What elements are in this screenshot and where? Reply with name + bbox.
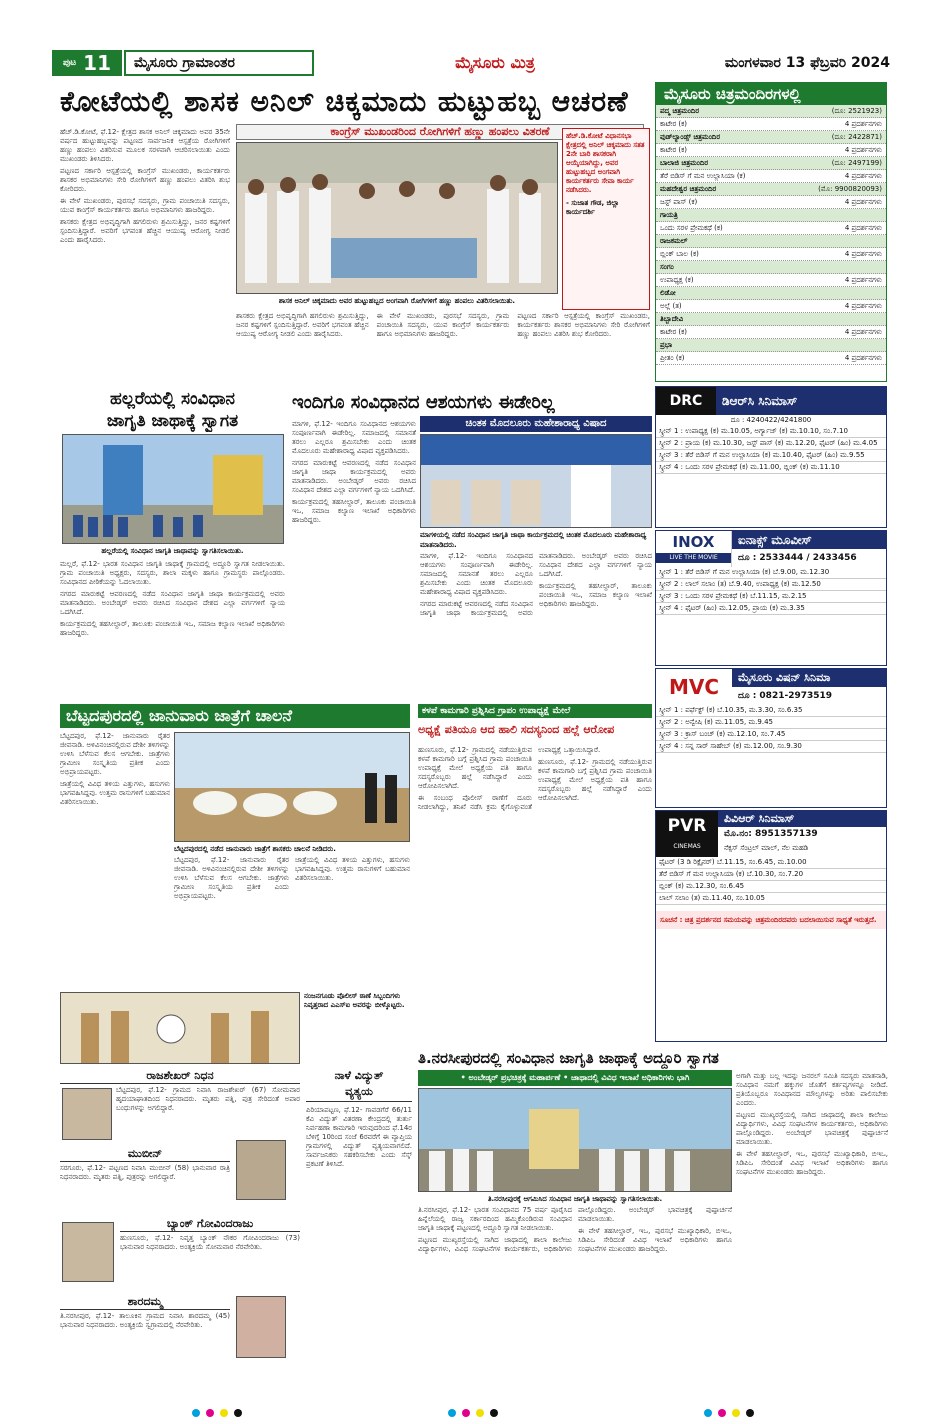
- pvr-show-line: ಬ್ಲಿಂಕ್ (ಕ) ಮ.12.30, ಸಂ.6.45: [656, 881, 886, 893]
- mvc-show-line: ಸ್ಕ್ರೀನ್ 3 : ಕ್ರಾಸ್ ಬಂಚ್ (ಕ) ಮ.12.10, ಸಂ.7.45: [656, 729, 886, 741]
- story4-text-2: ಜಾತ್ರೆಯಲ್ಲಿ ವಿವಿಧ ತಳಿಯ ಎತ್ತುಗಳು, ಹಸುಗಳು ಭಾಗವಹಿಸಿದ್ದವು. ಉತ್ತಮ ರಾಸುಗಳಿಗೆ ಬಹುಮಾನ ವಿತರಿಸಲಾಯಿತು.: [60, 780, 170, 806]
- cinema-row-name: ಅಲ್ಲೆ (ತ): [660, 302, 682, 310]
- cinema-box: [655, 82, 887, 382]
- drc-show-line: ಸ್ಕ್ರೀನ್ 3 : ತೆರೆ ಬಿಡಿಸ್ ಗೆ ಮನ ಉಲ್ಲಾಸಿಯಾ (ಕ) ಮ.10.40, ಫೈಟರ್ (ಹಿಂ) ಮ.9.55: [656, 450, 886, 462]
- cinema-row-info: 4 ಪ್ರದರ್ಶನಗಳು: [844, 328, 882, 336]
- story4-caption: ಬೆಟ್ಟದಪುರದಲ್ಲಿ ನಡೆದ ಜಾನುವಾರು ಜಾತ್ರೆಗೆ ಶಾಸಕರು ಚಾಲನೆ ನೀಡಿದರು.: [174, 845, 336, 853]
- story2-caption: ಹಲ್ಲರೆಯಲ್ಲಿ ಸಂವಿಧಾನ ಜಾಗೃತಿ ಜಾಥಾವನ್ನು ಸ್ವಾಗತಿಸಲಾಯಿತು.: [101, 547, 244, 555]
- story3-text-6: ಕಾರ್ಯಕ್ರಮದಲ್ಲಿ ತಹಸೀಲ್ದಾರ್, ತಾಲೂಕು ಪಂಚಾಯಿತಿ ಇಒ, ಸಮಾಜ ಕಲ್ಯಾಣ ಇಲಾಖೆ ಅಧಿಕಾರಿಗಳು ಹಾಜರಿದ್ದರು.: [539, 582, 652, 608]
- cinema-row-name: ಬಾಲಾಜಿ ಚಿತ್ರಮಂದಿರ: [660, 159, 709, 167]
- mvc-show-line: ಸ್ಕ್ರೀನ್ 1 : ಪರ್ಫೆಕ್ಟ್ (ಕ) ಬೆ.10.35, ಮ.3.30, ಸಂ.6.35: [656, 705, 886, 717]
- pvr-logo: PVR: [667, 816, 707, 836]
- cinema-row-name: ತೆರೆ ಬಿಡಿಸ್ ಗೆ ಮನ ಉಲ್ಲಾಸಿಯಾ (ಕ): [660, 172, 746, 180]
- cinema-row-name: ವುಡ್‌ಲ್ಯಾಂಡ್ಸ್ ಚಿತ್ರಮಂದಿರ: [660, 133, 721, 141]
- inox-show-line: ಸ್ಕ್ರೀನ್ 3 : ಒಂದು ಸರಳ ಪ್ರೇಮಕಥೆ (ಕ) ಬೆ.11.15, ಮ.2.15: [656, 591, 886, 603]
- obit-2-text: ಸರಗೂರು, ಫೆ.12- ಪಟ್ಟಣದ ನಿವಾಸಿ ಮುಬೀನ್ (58) ಭಾನುವಾರ ರಾತ್ರಿ ನಿಧನರಾದರು. ಮೃತರು ಪತ್ನಿ, ಪುತ್ರರನ್ನು ಅಗಲಿದ್ದಾರೆ.: [60, 1164, 230, 1181]
- cinema-show-row: [656, 170, 886, 183]
- story3-text-1: ಮಾಗಳಿ, ಫೆ.12- ಇಂದಿಗೂ ಸಂವಿಧಾನದ ಆಶಯಗಳು ಸಂಪೂರ್ಣವಾಗಿ ಈಡೇರಿಲ್ಲ. ಸಮಾಜದಲ್ಲಿ ಸಮಾನತೆ ತರಲು ಎಲ್ಲರೂ ಶ್ರಮಿಸಬೇಕು ಎಂದು ಚಿಂತಕ ಮೊದಲೂರು ಮಹೇಶಾರಾಧ್ಯ ವಿಷಾದ ವ್ಯಕ್ತಪಡಿಸಿದರು.: [292, 420, 416, 455]
- cinema-show-row: [656, 326, 886, 339]
- story2-text: ಮಲ್ಲರೆ, ಫೆ.12- ಭಾರತ ಸಂವಿಧಾನ ಜಾಗೃತಿ ಜಾಥಾಕ್ಕೆ ಗ್ರಾಮದಲ್ಲಿ ಅದ್ಧೂರಿ ಸ್ವಾಗತ ನೀಡಲಾಯಿತು. ಗ್ರಾಮ ಪಂಚಾಯಿತಿ ಅಧ್ಯಕ್ಷರು, ಸದಸ್ಯರು, ಶಾಲಾ ಮಕ್ಕಳು ಹಾಗೂ ಗ್ರಾಮಸ್ಥರು ಪಾಲ್ಗೊಂಡರು. ಸಂವಿಧಾನದ ಪೀಠಿಕೆಯನ್ನು ಓದಲಾಯಿತು.: [60, 560, 285, 586]
- obit-4-text: ತಿ.ನರಸೀಪುರ, ಫೆ.12- ತಾಲೂಕಿನ ಗ್ರಾಮದ ನಿವಾಸಿ ಶಾರದಮ್ಮ (45) ಭಾನುವಾರ ನಿಧನರಾದರು. ಅಂತ್ಯಕ್ರಿಯೆ ಸ್ವಗ್ರಾಮದಲ್ಲಿ ನೆರವೇರಿತು.: [60, 1312, 230, 1329]
- obit-4-title: ಶಾರದಮ್ಮ: [60, 1294, 230, 1310]
- cinema-row-info: 4 ಪ್ರದರ್ಶನಗಳು: [844, 146, 882, 154]
- story3-text-5: ನಗರದ ಮಾರುಕಟ್ಟೆ ಆವರಣದಲ್ಲಿ ನಡೆದ ಸಂವಿಧಾನ ಜಾಗೃತಿ ಜಾಥಾ ಕಾರ್ಯಕ್ರಮದಲ್ಲಿ ಅವರು ಮಾತನಾಡಿದರು. ಅಂಬೇಡ್ಕರ್ ಅವರು ರಚಿಸಿದ ಸಂವಿಧಾನ ದೇಶದ ಎಲ್ಲಾ ವರ್ಗಗಳಿಗೆ ನ್ಯಾಯ ಒದಗಿಸಿದೆ.: [420, 552, 652, 617]
- cinema-show-row: [656, 144, 886, 157]
- drc-show-line: ಸ್ಕ್ರೀನ್ 4 : ಒಂದು ಸರಳ ಪ್ರೇಮಕಥೆ (ಕ) ಮ.11.00, ಬ್ಲಿಂಕ್ (ಕ) ಮ.11.10: [656, 462, 886, 474]
- cinema-row-info: (ಮೊ: 9900820093): [818, 185, 882, 193]
- story7-text-6: ಈ ವೇಳೆ ತಹಸೀಲ್ದಾರ್, ಇಒ, ಪುರಸಭೆ ಮುಖ್ಯಾಧಿಕಾರಿ, ಬಿಇಒ, ಸಿಡಿಪಿಒ ಸೇರಿದಂತೆ ವಿವಿಧ ಇಲಾಖೆ ಅಧಿಕಾರಿಗಳು ಹಾಗೂ ಸಂಘಟನೆಗಳ ಮುಖಂಡರು ಹಾಜರಿದ್ದರು.: [736, 1150, 888, 1176]
- cinema-row-info: (ದೂ: 2521923): [831, 107, 882, 115]
- cinema-row-info: (ದೂ: 2497199): [831, 159, 882, 167]
- drc-box: [655, 386, 887, 528]
- drc-show-line: ಸ್ಕ್ರೀನ್ 1 : ಉಪಾಧ್ಯಕ್ಷ (ಕ) ಮ.10.05, ಅರ್ಗ್ಯಾಜ್ (ಕ) ಮ.10.10, ಸಂ.7.10: [656, 426, 886, 438]
- cinema-hall-row: [656, 183, 886, 196]
- mvc-box: [655, 668, 887, 808]
- story2-text-b: ನಗರದ ಮಾರುಕಟ್ಟೆ ಆವರಣದಲ್ಲಿ ನಡೆದ ಸಂವಿಧಾನ ಜಾಗೃತಿ ಜಾಥಾ ಕಾರ್ಯಕ್ರಮದಲ್ಲಿ ಅವರು ಮಾತನಾಡಿದರು. ಅಂಬೇಡ್ಕರ್ ಅವರು ರಚಿಸಿದ ಸಂವಿಧಾನ ದೇಶದ ಎಲ್ಲಾ ವರ್ಗಗಳಿಗೆ ನ್ಯಾಯ ಒದಗಿಸಿದೆ.: [60, 590, 285, 616]
- mvc-shows: [656, 705, 886, 753]
- cinema-hall-row: [656, 339, 886, 352]
- inox-title: ಐನಾಕ್ಸ್ ಮೂವೀಸ್: [732, 531, 886, 549]
- story3-text-2: ನಗರದ ಮಾರುಕಟ್ಟೆ ಆವರಣದಲ್ಲಿ ನಡೆದ ಸಂವಿಧಾನ ಜಾಗೃತಿ ಜಾಥಾ ಕಾರ್ಯಕ್ರಮದಲ್ಲಿ ಅವರು ಮಾತನಾಡಿದರು. ಅಂಬೇಡ್ಕರ್ ಅವರು ರಚಿಸಿದ ಸಂವಿಧಾನ ದೇಶದ ಎಲ್ಲಾ ವರ್ಗಗಳಿಗೆ ನ್ಯಾಯ ಒದಗಿಸಿದೆ.: [292, 459, 416, 494]
- inox-box: [655, 530, 887, 666]
- cinema-row-info: 4 ಪ್ರದರ್ಶನಗಳು: [844, 198, 882, 206]
- obit-2-photo: [236, 1140, 286, 1200]
- pvr-show-line: ಫೈಟರ್ (3 ಡಿ ರಿಕ್ಲೈನರ್) ಬೆ.11.15, ಸಂ.6.45, ಮ.10.00: [656, 857, 886, 869]
- cinema-row-name: ಪ್ರಭಾ: [660, 341, 673, 349]
- pvr-address: ನೆಕ್ಸಸ್ ಸೆಂಟ್ರಲ್ ಮಾಲ್, ನೆಲ ಮಹಡಿ: [724, 844, 809, 852]
- drc-logo: DRC: [656, 387, 716, 415]
- mvc-show-line: ಸ್ಕ್ರೀನ್ 2 : ಅನ್ವೇಷಿ (ಕ) ಮ.11.05, ಮ.9.45: [656, 717, 886, 729]
- mvc-title: ಮೈಸೂರು ವಿಷನ್ ಸಿನಿಮಾ: [732, 669, 886, 687]
- story2-headline: [60, 388, 285, 432]
- cinema-row-name: ಕಾಟೇರ (ಕ): [660, 120, 688, 128]
- obit-1-title: ರಾಜಶೇಖರ್ ನಿಧನ: [60, 1068, 300, 1084]
- story7-text-5: ಪಟ್ಟಣದ ಮುಖ್ಯರಸ್ತೆಯಲ್ಲಿ ಸಾಗಿದ ಜಾಥಾದಲ್ಲಿ ಶಾಲಾ ಕಾಲೇಜು ವಿದ್ಯಾರ್ಥಿಗಳು, ವಿವಿಧ ಸಂಘಟನೆಗಳ ಕಾರ್ಯಕರ್ತರು, ಅಧಿಕಾರಿಗಳು ಪಾಲ್ಗೊಂಡಿದ್ದರು. ಅಂಬೇಡ್ಕರ್ ಭಾವಚಿತ್ರಕ್ಕೆ ಪುಷ್ಪಾರ್ಚನೆ ಮಾಡಲಾಯಿತು.: [736, 1111, 888, 1146]
- mvc-show-line: ಸ್ಕ್ರೀನ್ 4 : ಸನ್ನ ಸಾರ್ ಸಾಹೇಬ್ (ಕ) ಮ.12.00, ಸಂ.9.30: [656, 741, 886, 753]
- cinema-hall-row: [656, 287, 886, 300]
- story2-text-c: ಕಾರ್ಯಕ್ರಮದಲ್ಲಿ ತಹಸೀಲ್ದಾರ್, ತಾಲೂಕು ಪಂಚಾಯಿತಿ ಇಒ, ಸಮಾಜ ಕಲ್ಯಾಣ ಇಲಾಖೆ ಅಧಿಕಾರಿಗಳು ಹಾಜರಿದ್ದರು.: [60, 620, 285, 637]
- cinema-row-name: ಜಸ್ಟ್ ಪಾಸ್ (ಕ): [660, 198, 698, 206]
- cinema-hall-row: [656, 313, 886, 326]
- lead-text-4: ಶಾಸಕರು ಕ್ಷೇತ್ರದ ಅಭಿವೃದ್ಧಿಗಾಗಿ ಹಗಲಿರುಳು ಶ್ರಮಿಸುತ್ತಿದ್ದು, ಜನರ ಕಷ್ಟಗಳಿಗೆ ಸ್ಪಂದಿಸುತ್ತಿದ್ದಾರೆ. ಅವರಿಗೆ ಭಗವಂತ ಹೆಚ್ಚಿನ ಆಯುಷ್ಯ ಆರೋಗ್ಯ ನೀಡಲಿ ಎಂದು ಹಾರೈಸಿದರು.: [60, 218, 230, 244]
- cinema-row-name: ಸಂಗಂ: [660, 263, 674, 271]
- cinema-row-info: 4 ಪ್ರದರ್ಶನಗಳು: [844, 250, 882, 258]
- pvr-show-line: ಲಾಲ್ ಸಲಾಂ (ತ) ಮ.11.40, ಸಂ.10.05: [656, 893, 886, 905]
- inox-shows: [656, 567, 886, 615]
- story7-photo: [418, 1088, 732, 1192]
- lead-text-1: ಹೆಚ್.ಡಿ.ಕೋಟೆ, ಫೆ.12- ಕ್ಷೇತ್ರದ ಶಾಸಕ ಅನಿಲ್ ಚಿಕ್ಕಮಾದು ಅವರ 35ನೇ ವರ್ಷದ ಹುಟ್ಟುಹಬ್ಬವನ್ನು ಪಟ್ಟಣದ ಸಾರ್ವಜನಿಕ ಆಸ್ಪತ್ರೆಯ ರೋಗಿಗಳಿಗೆ ಹಣ್ಣು ಹಂಪಲು ವಿತರಿಸುವ ಮೂಲಕ ಸರಳವಾಗಿ ಆಚರಿಸಲಾಯಿತು ಎಂದು ಮುಖಂಡರು ತಿಳಿಸಿದರು.: [60, 128, 230, 163]
- cinema-row-name: ತಿಬ್ಬಾದೇವಿ: [660, 315, 684, 323]
- cinema-show-row: [656, 274, 886, 287]
- story5-headline-2: ಅಧ್ಯಕ್ಷೆ ಪತಿಯೂ ಆದ ಹಾಲಿ ಸದಸ್ಯನಿಂದ ಹಲ್ಲೆ ಆರೋಪ: [418, 723, 615, 736]
- story4-photo: [174, 732, 410, 842]
- story4-text-3: ಬೆಟ್ಟದಪುರ, ಫೆ.12- ಜಾನುವಾರು ರೈತರ ಜೀವನಾಡಿ. ಅಳಿವಿನಂಚಿನಲ್ಲಿರುವ ದೇಶೀ ತಳಿಗಳನ್ನು ಉಳಿಸಿ ಬೆಳೆಸುವ ಕೆಲಸ ಆಗಬೇಕು. ಜಾತ್ರೆಗಳು ಗ್ರಾಮೀಣ ಸಂಸ್ಕೃತಿಯ ಪ್ರತೀಕ ಎಂದು ಅಭಿಪ್ರಾಯಪಟ್ಟರು.: [174, 856, 289, 900]
- cinema-row-info: 4 ಪ್ರದರ್ಶನಗಳು: [844, 224, 882, 232]
- cinema-row-name: ಉಪಾಧ್ಯಕ್ಷ (ಕ): [660, 276, 694, 284]
- cinema-row-name: ಒಂದು ಸರಳ ಪ್ರೇಮಕಥೆ (ಕ): [660, 224, 723, 232]
- obit-3-text: ಹುಣಸೂರು, ಫೆ.12- ನಿವೃತ್ತ ಬ್ಯಾಂಕ್ ನೌಕರ ಗೋವಿಂದರಾಜು (73) ಭಾನುವಾರ ನಿಧನರಾದರು. ಅಂತ್ಯಕ್ರಿಯೆ ಸೋಮವಾರ ನೆರವೇರಿತು.: [120, 1234, 300, 1251]
- story3-text-4: ಮಾಗಳಿ, ಫೆ.12- ಇಂದಿಗೂ ಸಂವಿಧಾನದ ಆಶಯಗಳು ಸಂಪೂರ್ಣವಾಗಿ ಈಡೇರಿಲ್ಲ. ಸಮಾಜದಲ್ಲಿ ಸಮಾನತೆ ತರಲು ಎಲ್ಲರೂ ಶ್ರಮಿಸಬೇಕು ಎಂದು ಚಿಂತಕ ಮೊದಲೂರು ಮಹೇಶಾರಾಧ್ಯ ವಿಷಾದ ವ್ಯಕ್ತಪಡಿಸಿದರು.: [420, 552, 533, 596]
- page-label: ಪುಟ: [62, 58, 77, 68]
- cinema-hall-row: [656, 235, 886, 248]
- cinema-show-row: [656, 222, 886, 235]
- cinema-row-info: 4 ಪ್ರದರ್ಶನಗಳು: [844, 354, 882, 362]
- pvr-title: ಪಿವಿಆರ್ ಸಿನಿಮಾಸ್: [718, 811, 886, 827]
- issue-date: ಮಂಗಳವಾರ 13 ಫೆಬ್ರವರಿ 2024: [724, 55, 890, 71]
- lead-headline: ಕೋಟೆಯಲ್ಲಿ ಶಾಸಕ ಅನಿಲ್ ಚಿಕ್ಕಮಾದು ಹುಟ್ಟುಹಬ್ಬ ಆಚರಣೆ: [60, 85, 629, 118]
- cinema-hall-row: [656, 209, 886, 222]
- story5-text-2: ಈ ಸಂಬಂಧ ಪೊಲೀಸ್ ಠಾಣೆಗೆ ದೂರು ನೀಡಲಾಗಿದ್ದು, ತನಿಖೆ ನಡೆಸಿ ಕ್ರಮ ಕೈಗೊಳ್ಳುವಂತೆ ಉಪಾಧ್ಯಕ್ಷೆ ಒತ್ತಾಯಿಸಿದ್ದಾರೆ.: [418, 746, 601, 811]
- pvr-sub: CINEMAS: [673, 843, 701, 850]
- story4-headline: ಬೆಟ್ಟದಪುರದಲ್ಲಿ ಜಾನುವಾರು ಜಾತ್ರೆಗೆ ಚಾಲನೆ: [60, 704, 410, 728]
- story5-headline: [418, 704, 652, 744]
- inox-logo: INOX: [672, 533, 715, 551]
- drc-shows: [656, 426, 886, 474]
- story7-text-2: ಪಟ್ಟಣದ ಮುಖ್ಯರಸ್ತೆಯಲ್ಲಿ ಸಾಗಿದ ಜಾಥಾದಲ್ಲಿ ಶಾಲಾ ಕಾಲೇಜು ವಿದ್ಯಾರ್ಥಿಗಳು, ವಿವಿಧ ಸಂಘಟನೆಗಳ ಕಾರ್ಯಕರ್ತರು, ಅಧಿಕಾರಿಗಳು ಪಾಲ್ಗೊಂಡಿದ್ದರು. ಅಂಬೇಡ್ಕರ್ ಭಾವಚಿತ್ರಕ್ಕೆ ಪುಷ್ಪಾರ್ಚನೆ ಮಾಡಲಾಯಿತು.: [418, 1206, 732, 1253]
- cinema-show-row: [656, 196, 886, 209]
- lead-text-7: ಪಟ್ಟಣದ ಸರ್ಕಾರಿ ಆಸ್ಪತ್ರೆಯಲ್ಲಿ ಕಾಂಗ್ರೆಸ್ ಮುಖಂಡರು, ಕಾರ್ಯಕರ್ತರು ಶಾಸಕರ ಅಭಿಮಾನಿಗಳು ಸೇರಿ ರೋಗಿಗಳಿಗೆ ಹಣ್ಣು ಹಂಪಲು ವಿತರಿಸಿ ಶುಭ ಕೋರಿದರು.: [517, 312, 650, 338]
- story7-text-1: ತಿ.ನರಸೀಪುರ, ಫೆ.12- ಭಾರತ ಸಂವಿಧಾನದ 75 ವರ್ಷ ಪೂರೈಸಿದ ಹಿನ್ನೆಲೆಯಲ್ಲಿ ರಾಜ್ಯ ಸರ್ಕಾರದಿಂದ ಹಮ್ಮಿಕೊಂಡಿರುವ ಸಂವಿಧಾನ ಜಾಗೃತಿ ಜಾಥಾಕ್ಕೆ ಪಟ್ಟಣದಲ್ಲಿ ಅದ್ದೂರಿ ಸ್ವಾಗತ ನೀಡಲಾಯಿತು.: [418, 1206, 572, 1232]
- cinema-hall-row: [656, 157, 886, 170]
- drc-show-line: ಸ್ಕ್ರೀನ್ 2 : ಪ್ರಾಯ (ಕ) ಮ.10.30, ಜಸ್ಟ್ ಪಾಸ್ (ಕ) ಮ.12.20, ಫೈಟರ್ (ಹಿಂ) ಮ.4.05: [656, 438, 886, 450]
- mvc-logo: MVC: [668, 675, 720, 699]
- pvr-show-line: ತೆರೆ ಬಿಡಿಸ್ ಗೆ ಮನ ಉಲ್ಲಾಸಿಯಾ (ಕ) ಬೆ.10.30, ಸಂ.7.20: [656, 869, 886, 881]
- cinema-row-name: ಕಾಟೇರ (ಕ): [660, 146, 688, 154]
- cinema-row-name: ಲಿಡೋ: [660, 289, 676, 297]
- story7-headline: ತಿ.ನರಸೀಪುರದಲ್ಲಿ ಸಂವಿಧಾನ ಜಾಗೃತಿ ಜಾಥಾಕ್ಕೆ ಅದ್ದೂರಿ ಸ್ವಾಗತ: [418, 1049, 719, 1067]
- pvr-box: [655, 810, 887, 1042]
- story5-headline-1: ಕಳಪೆ ಕಾಮಗಾರಿ ಪ್ರಶ್ನಿಸಿದ ಗ್ರಾಪಂ ಉಪಾಧ್ಯಕ್ಷೆ ಮೇಲೆ: [418, 704, 652, 718]
- story7-text-3: ಅಗಾಗಿ ಮತ್ತು ಬಲ್ಲ ಇದನ್ನು ಜನರಲ್ ಸಮಿತಿ ಸದಸ್ಯರು ಮಾತನಾಡಿ, ಸಂವಿಧಾನ ನಮಗೆ ಹಕ್ಕುಗಳ ಜೊತೆಗೆ ಕರ್ತವ್ಯಗಳನ್ನೂ ನೀಡಿದೆ. ಪ್ರತಿಯೊಬ್ಬರೂ ಸಂವಿಧಾನದ ಮೌಲ್ಯಗಳನ್ನು ಅರಿತು ಪಾಲಿಸಬೇಕು ಎಂದರು.: [736, 1072, 888, 1107]
- drc-title: ಡಿಆರ್‌ಸಿ ಸಿನಿಮಾಸ್: [716, 387, 886, 415]
- cinema-row-name: ಪದ್ಮ ಚಿತ್ರಮಂದಿರ: [660, 107, 700, 115]
- mvc-phone: ದೂ : 0821-2973519: [738, 691, 833, 701]
- lead-photo: [236, 142, 558, 294]
- story7-text-4: ಈ ವೇಳೆ ತಹಸೀಲ್ದಾರ್, ಇಒ, ಪುರಸಭೆ ಮುಖ್ಯಾಧಿಕಾರಿ, ಬಿಇಒ, ಸಿಡಿಪಿಒ ಸೇರಿದಂತೆ ವಿವಿಧ ಇಲಾಖೆ ಅಧಿಕಾರಿಗಳು ಹಾಗೂ ಸಂಘಟನೆಗಳ ಮುಖಂಡರು ಹಾಜರಿದ್ದರು.: [578, 1227, 732, 1253]
- cinema-row-info: 4 ಪ್ರದರ್ಶನಗಳು: [844, 302, 882, 310]
- story7-caption: ತಿ.ನರಸೀಪುರಕ್ಕೆ ಆಗಮಿಸಿದ ಸಂವಿಧಾನ ಜಾಗೃತಿ ಜಾಥಾವನ್ನು ಸ್ವಾಗತಿಸಲಾಯಿತು.: [487, 1195, 663, 1203]
- story4-text-4: ಜಾತ್ರೆಯಲ್ಲಿ ವಿವಿಧ ತಳಿಯ ಎತ್ತುಗಳು, ಹಸುಗಳು ಭಾಗವಹಿಸಿದ್ದವು. ಉತ್ತಮ ರಾಸುಗಳಿಗೆ ಬಹುಮಾನ ವಿತರಿಸಲಾಯಿತು.: [295, 856, 410, 882]
- pvr-note: ಸೂಚನೆ : ಚಿತ್ರ ಪ್ರದರ್ಶನದ ಸಮಯವನ್ನು ಚಿತ್ರಮಂದಿರದವರು ಬದಲಾಯಿಸುವ ಸಾಧ್ಯತೆ ಇರುತ್ತದೆ.: [656, 911, 886, 929]
- inox-phone: ದೂ : 2533444 / 2433456: [738, 553, 857, 563]
- obit-1-photo: [62, 1088, 112, 1140]
- masthead: ಮೈಸೂರು ಮಿತ್ರ: [455, 53, 535, 72]
- lead-highlight-text: ಹೆಚ್.ಡಿ.ಕೋಟೆ ವಿಧಾನಸಭಾ ಕ್ಷೇತ್ರದಲ್ಲಿ ಅನಿಲ್ ಚಿಕ್ಕಮಾದು ಸತತ 2ನೇ ಬಾರಿ ಶಾಸಕರಾಗಿ ಆಯ್ಕೆಯಾಗಿದ್ದು, ಅವರ ಹುಟ್ಟುಹಬ್ಬದ ಅಂಗವಾಗಿ ಕಾರ್ಯಕರ್ತರು ಸೇವಾ ಕಾರ್ಯ ನಡೆಸಿದರು.: [566, 132, 645, 194]
- lead-caption: ಶಾಸಕ ಅನಿಲ್ ಚಿಕ್ಕಮಾದು ಅವರ ಹುಟ್ಟುಹಬ್ಬದ ಅಂಗವಾಗಿ ರೋಗಿಗಳಿಗೆ ಹಣ್ಣು ಹಂಪಲು ವಿತರಿಸಲಾಯಿತು.: [278, 297, 516, 305]
- power-title-2: ವ್ಯತ್ಯಯ: [345, 1085, 373, 1098]
- cinema-show-row: [656, 118, 886, 131]
- inox-show-line: ಸ್ಕ್ರೀನ್ 1 : ತೆರೆ ಬಿಡಿಸ್ ಗೆ ಮನ ಉಲ್ಲಾಸಿಯಾ (ಕ) ಬೆ.9.00, ಮ.12.30: [656, 567, 886, 579]
- lead-highlight-box: [562, 128, 650, 310]
- inox-show-line: ಸ್ಕ್ರೀನ್ 4 : ಫೈಟರ್ (ಹಿಂ) ಮ.12.05, ಪ್ರಾಯ (ಕ) ಮ.3.35: [656, 603, 886, 615]
- story5-text: ಹುಣಸೂರು, ಫೆ.12- ಗ್ರಾಮದಲ್ಲಿ ನಡೆಯುತ್ತಿರುವ ಕಳಪೆ ಕಾಮಗಾರಿ ಬಗ್ಗೆ ಪ್ರಶ್ನಿಸಿದ ಗ್ರಾಮ ಪಂಚಾಯಿತಿ ಉಪಾಧ್ಯಕ್ಷೆ ಮೇಲೆ ಅಧ್ಯಕ್ಷೆಯ ಪತಿ ಹಾಗೂ ಸದಸ್ಯರೊಬ್ಬರು ಹಲ್ಲೆ ನಡೆಸಿದ್ದಾರೆ ಎಂದು ಆರೋಪಿಸಲಾಗಿದೆ.: [418, 746, 532, 790]
- obit-3-title: ಬ್ಯಾಂಕ್ ಗೋವಿಂದರಾಜು: [120, 1216, 300, 1232]
- lead-text-2: ಪಟ್ಟಣದ ಸರ್ಕಾರಿ ಆಸ್ಪತ್ರೆಯಲ್ಲಿ ಕಾಂಗ್ರೆಸ್ ಮುಖಂಡರು, ಕಾರ್ಯಕರ್ತರು ಶಾಸಕರ ಅಭಿಮಾನಿಗಳು ಸೇರಿ ರೋಗಿಗಳಿಗೆ ಹಣ್ಣು ಹಂಪಲು ವಿತರಿಸಿ ಶುಭ ಕೋರಿದರು.: [60, 167, 230, 193]
- cinema-list: [656, 105, 886, 365]
- story3-caption: ಮಾಗಳಿಯಲ್ಲಿ ನಡೆದ ಸಂವಿಧಾನ ಜಾಗೃತಿ ಜಾಥಾ ಕಾರ್ಯಕ್ರಮದಲ್ಲಿ ಚಿಂತಕ ಮೊದಲೂರು ಮಹೇಶಾರಾಧ್ಯ ಮಾತನಾಡಿದರು.: [420, 531, 647, 549]
- lead-subhead: ಕಾಂಗ್ರೆಸ್ ಮುಖಂಡರಿಂದ ರೋಗಿಗಳಿಗೆ ಹಣ್ಣು ಹಂಪಲು ವಿತರಣೆ: [236, 124, 644, 140]
- story5-text-3: ಹುಣಸೂರು, ಫೆ.12- ಗ್ರಾಮದಲ್ಲಿ ನಡೆಯುತ್ತಿರುವ ಕಳಪೆ ಕಾಮಗಾರಿ ಬಗ್ಗೆ ಪ್ರಶ್ನಿಸಿದ ಗ್ರಾಮ ಪಂಚಾಯಿತಿ ಉಪಾಧ್ಯಕ್ಷೆ ಮೇಲೆ ಅಧ್ಯಕ್ಷೆಯ ಪತಿ ಹಾಗೂ ಸದಸ್ಯರೊಬ್ಬರು ಹಲ್ಲೆ ನಡೆಸಿದ್ದಾರೆ ಎಂದು ಆರೋಪಿಸಲಾಗಿದೆ.: [538, 758, 652, 802]
- obit-3-photo: [62, 1222, 114, 1282]
- cinema-row-info: 4 ಪ್ರದರ್ಶನಗಳು: [844, 172, 882, 180]
- story2-photo: [62, 434, 284, 544]
- story3-headline: ಇಂದಿಗೂ ಸಂವಿಧಾನದ ಆಶಯಗಳು ಈಡೇರಿಲ್ಲ: [292, 392, 555, 413]
- power-headline: [306, 1068, 412, 1102]
- cinema-title: ಮೈಸೂರು ಚಿತ್ರಮಂದಿರಗಳಲ್ಲಿ: [656, 83, 886, 105]
- story4-text: ಬೆಟ್ಟದಪುರ, ಫೆ.12- ಜಾನುವಾರು ರೈತರ ಜೀವನಾಡಿ. ಅಳಿವಿನಂಚಿನಲ್ಲಿರುವ ದೇಶೀ ತಳಿಗಳನ್ನು ಉಳಿಸಿ ಬೆಳೆಸುವ ಕೆಲಸ ಆಗಬೇಕು. ಜಾತ್ರೆಗಳು ಗ್ರಾಮೀಣ ಸಂಸ್ಕೃತಿಯ ಪ್ರತೀಕ ಎಂದು ಅಭಿಪ್ರಾಯಪಟ್ಟರು.: [60, 732, 170, 776]
- cinema-row-name: ಕಾಟೇರ (ಕ): [660, 328, 688, 336]
- story3-text-3: ಕಾರ್ಯಕ್ರಮದಲ್ಲಿ ತಹಸೀಲ್ದಾರ್, ತಾಲೂಕು ಪಂಚಾಯಿತಿ ಇಒ, ಸಮಾಜ ಕಲ್ಯಾಣ ಇಲಾಖೆ ಅಧಿಕಾರಿಗಳು ಹಾಜರಿದ್ದರು.: [292, 498, 416, 524]
- print-marks: [0, 1404, 945, 1424]
- lead-signoff: - ಸುಜಾತ ಗೌಡ, ಜಿಲ್ಲಾ ಕಾರ್ಯದರ್ಶಿ: [566, 199, 620, 216]
- lead-text-3: ಈ ವೇಳೆ ಮುಖಂಡರು, ಪುರಸಭೆ ಸದಸ್ಯರು, ಗ್ರಾಮ ಪಂಚಾಯಿತಿ ಸದಸ್ಯರು, ಯುವ ಕಾಂಗ್ರೆಸ್ ಕಾರ್ಯಕರ್ತರು ಹಾಗೂ ಅಭಿಮಾನಿಗಳು ಹಾಜರಿದ್ದರು.: [60, 197, 230, 214]
- cinema-row-name: ಗಾಯತ್ರಿ: [660, 211, 678, 219]
- page-number: [52, 50, 122, 76]
- cinema-row-info: 4 ಪ್ರದರ್ಶನಗಳು: [844, 120, 882, 128]
- section-title: ಮೈಸೂರು ಗ್ರಾಮಾಂತರ: [124, 50, 314, 76]
- story3-subhead: ಚಿಂತಕ ಮೊದಲೂರು ಮಹೇಶಾರಾಧ್ಯ ವಿಷಾದ: [420, 416, 652, 432]
- obit-1-text: ಬೆಟ್ಟದಪುರ, ಫೆ.12- ಗ್ರಾಮದ ನಿವಾಸಿ ರಾಜಶೇಖರ್ (67) ಸೋಮವಾರ ಹೃದಯಾಘಾತದಿಂದ ನಿಧನರಾದರು. ಮೃತರು ಪತ್ನಿ, ಪುತ್ರ ಸೇರಿದಂತೆ ಅಪಾರ ಬಂಧುಗಳನ್ನು ಅಗಲಿದ್ದಾರೆ.: [116, 1086, 300, 1112]
- cinema-hall-row: [656, 261, 886, 274]
- police-photo: [60, 992, 300, 1064]
- story7-subhead: • ಅಂಬೇಡ್ಕರ್ ಪ್ರಭಚಿತ್ರಕ್ಕೆ ಮಹಾರ್ಪಣೆ • ಜಾಥಾದಲ್ಲಿ ವಿವಿಧ ಇಲಾಖೆ ಅಧಿಕಾರಿಗಳು ಭಾಗಿ: [418, 1070, 732, 1086]
- drc-phone: ದೂ : 4240422/4241800: [730, 416, 812, 424]
- story3-photo: [420, 434, 652, 528]
- pvr-shows: [656, 857, 886, 905]
- lead-text-5: ಶಾಸಕರು ಕ್ಷೇತ್ರದ ಅಭಿವೃದ್ಧಿಗಾಗಿ ಹಗಲಿರುಳು ಶ್ರಮಿಸುತ್ತಿದ್ದು, ಜನರ ಕಷ್ಟಗಳಿಗೆ ಸ್ಪಂದಿಸುತ್ತಿದ್ದಾರೆ. ಅವರಿಗೆ ಭಗವಂತ ಹೆಚ್ಚಿನ ಆಯುಷ್ಯ ಆರೋಗ್ಯ ನೀಡಲಿ ಎಂದು ಹಾರೈಸಿದರು.: [236, 312, 369, 338]
- cinema-show-row: [656, 352, 886, 365]
- pvr-phone: ಮೊ.ನಂ: 8951357139: [724, 829, 818, 839]
- cinema-show-row: [656, 300, 886, 313]
- power-text: ಪಿರಿಯಾಪಟ್ಟಣ, ಫೆ.12- ಗಾವಡಗೆರೆ 66/11 ಕೆವಿ ವಿದ್ಯುತ್ ವಿತರಣಾ ಕೇಂದ್ರದಲ್ಲಿ ತುರ್ತು ನಿರ್ವಹಣಾ ಕಾಮಗಾರಿ ಇರುವುದರಿಂದ ಫೆ.14ರ ಬೆಳಿಗ್ಗೆ 10ರಿಂದ ಸಂಜೆ 6ರವರೆಗೆ ಈ ವ್ಯಾಪ್ತಿಯ ಗ್ರಾಮಗಳಲ್ಲಿ ವಿದ್ಯುತ್ ವ್ಯತ್ಯಯವಾಗಲಿದೆ. ಸಾರ್ವಜನಿಕರು ಸಹಕರಿಸಬೇಕು ಎಂದು ಸೆಸ್ಕ್ ಪ್ರಕಟಣೆ ತಿಳಿಸಿದೆ.: [306, 1106, 412, 1168]
- cinema-hall-row: [656, 105, 886, 118]
- story2-headline-2: ಜಾಗೃತಿ ಜಾಥಾಕ್ಕೆ ಸ್ವಾಗತ: [106, 411, 239, 431]
- cinema-row-name: ಪ್ರೀತಂ (ಕ): [660, 354, 685, 362]
- lead-text-6: ಈ ವೇಳೆ ಮುಖಂಡರು, ಪುರಸಭೆ ಸದಸ್ಯರು, ಗ್ರಾಮ ಪಂಚಾಯಿತಿ ಸದಸ್ಯರು, ಯುವ ಕಾಂಗ್ರೆಸ್ ಕಾರ್ಯಕರ್ತರು ಹಾಗೂ ಅಭಿಮಾನಿಗಳು ಹಾಜರಿದ್ದರು.: [376, 312, 510, 338]
- police-caption: ನಂಜನಗೂಡು ಪೊಲೀಸ್ ಠಾಣೆ ಸಿಬ್ಬಂದಿಗಳು ನಿವೃತ್ತರಾದ ಎಎಸ್‌ಐ ಅವರನ್ನು ಬೀಳ್ಕೊಟ್ಟರು.: [304, 992, 405, 1009]
- inox-show-line: ಸ್ಕ್ರೀನ್ 2 : ಲಾಲ್ ಸಲಾಂ (ತ) ಬೆ.9.40, ಉಪಾಧ್ಯಕ್ಷ (ಕ) ಮ.12.50: [656, 579, 886, 591]
- story2-headline-1: ಹಲ್ಲರೆಯಲ್ಲಿ ಸಂವಿಧಾನ: [110, 389, 235, 409]
- cinema-row-info: (ದೂ: 2422871): [831, 133, 882, 141]
- cinema-row-name: ಮಹದೇಶ್ವರ ಚಿತ್ರಮಂದಿರ: [660, 185, 717, 193]
- cinema-row-name: ಬ್ಲಿಂಕ್ ಬಾಲ (ಕ): [660, 250, 699, 258]
- page-number-value: 11: [83, 51, 111, 75]
- obit-4-photo: [236, 1296, 286, 1358]
- cinema-show-row: [656, 248, 886, 261]
- cinema-row-info: 4 ಪ್ರದರ್ಶನಗಳು: [844, 276, 882, 284]
- cinema-row-name: ರಾಜಕಮಲ್: [660, 237, 688, 245]
- obit-2-title: ಮುಬೀನ್: [60, 1146, 230, 1162]
- inox-tagline: LIVE THE MOVIE: [656, 553, 731, 563]
- cinema-hall-row: [656, 131, 886, 144]
- power-title-1: ನಾಳೆ ವಿದ್ಯುತ್: [334, 1069, 384, 1082]
